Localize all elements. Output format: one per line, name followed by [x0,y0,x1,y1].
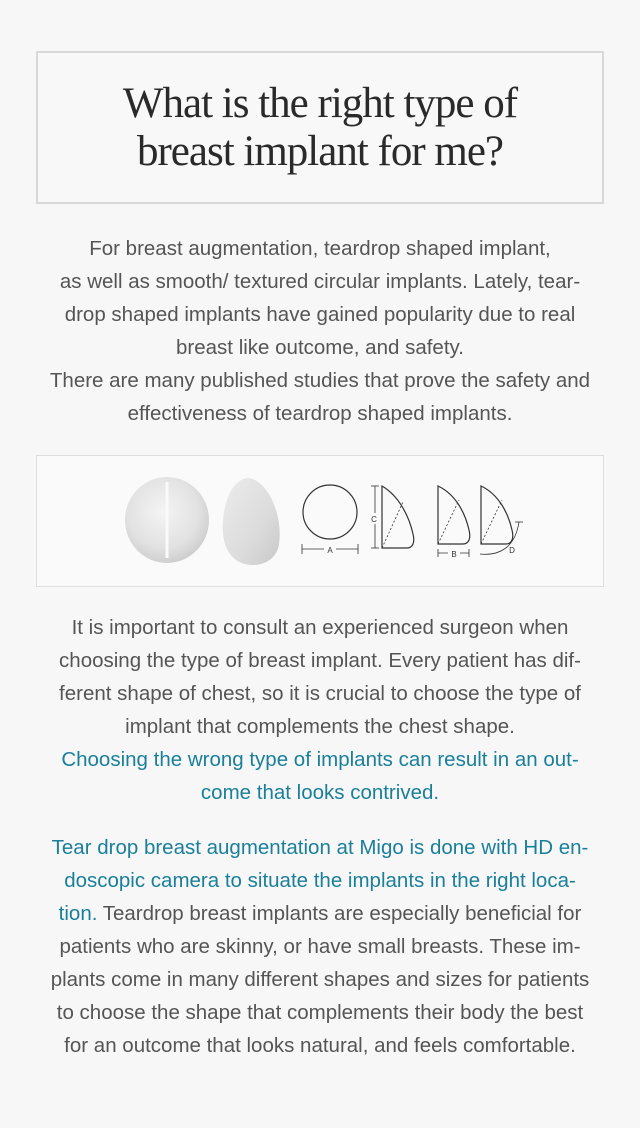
migo-highlight-line: doscopic camera to situate the implants in the right loca- [64,869,576,892]
migo-highlight-line: Tear drop breast augmentation at Migo is done with HD en- [51,836,589,859]
label-b: B [451,550,457,559]
intro-line: There are many published studies that prove the safety and [49,369,591,392]
intro-line: breast like outcome, and safety. [176,336,464,359]
migo-paragraph [30,831,610,1062]
page-title-line-2: breast implant for me? [136,127,504,175]
consult-line: choosing the type of breast implant. Every patient has dif- [59,649,581,672]
intro-line: For breast augmentation, teardrop shaped implant, [89,237,551,260]
migo-line: for an outcome that looks natural, and feels comfortable. [64,1034,576,1057]
title-box [36,51,604,204]
intro-line: effectiveness of teardrop shaped implants. [127,402,513,425]
migo-normal-fragment: Teardrop breast implants are especially beneficial for [97,902,582,925]
consult-paragraph [30,611,610,809]
consult-highlight-line: come that looks contrived. [200,781,440,804]
consult-line: ferent shape of chest, so it is crucial to choose the type of [59,682,581,705]
migo-line: plants come in many different shapes and sizes for patients [50,968,590,991]
migo-line: patients who are skinny, or have small breasts. These im- [59,935,581,958]
consult-line: implant that complements the chest shape. [125,715,515,738]
migo-highlight-fragment: tion. [58,902,98,925]
page-title-line-1: What is the right type of [122,79,518,127]
label-c: C [371,515,377,524]
round-implant-diagram [302,485,358,554]
consult-highlight-line: Choosing the wrong type of implants can result in an out- [61,748,579,771]
intro-line: drop shaped implants have gained popularity due to real [64,303,576,326]
intro-paragraph [30,232,610,430]
round-implant-image [125,477,209,563]
teardrop-profile-diagram-d [480,486,523,554]
migo-line: to choose the shape that complements their body the best [56,1001,584,1024]
implant-diagram-svg [37,456,603,586]
consult-line: It is important to consult an experienced surgeon when [71,616,569,639]
teardrop-implant-image [223,478,280,565]
implant-diagram-image [36,455,604,587]
label-d: D [509,546,515,555]
label-a: A [327,546,333,555]
intro-line: as well as smooth/ textured circular implants. Lately, tear- [59,270,581,293]
migo-mixed-line [30,897,610,930]
teardrop-profile-diagram-b [438,486,470,557]
